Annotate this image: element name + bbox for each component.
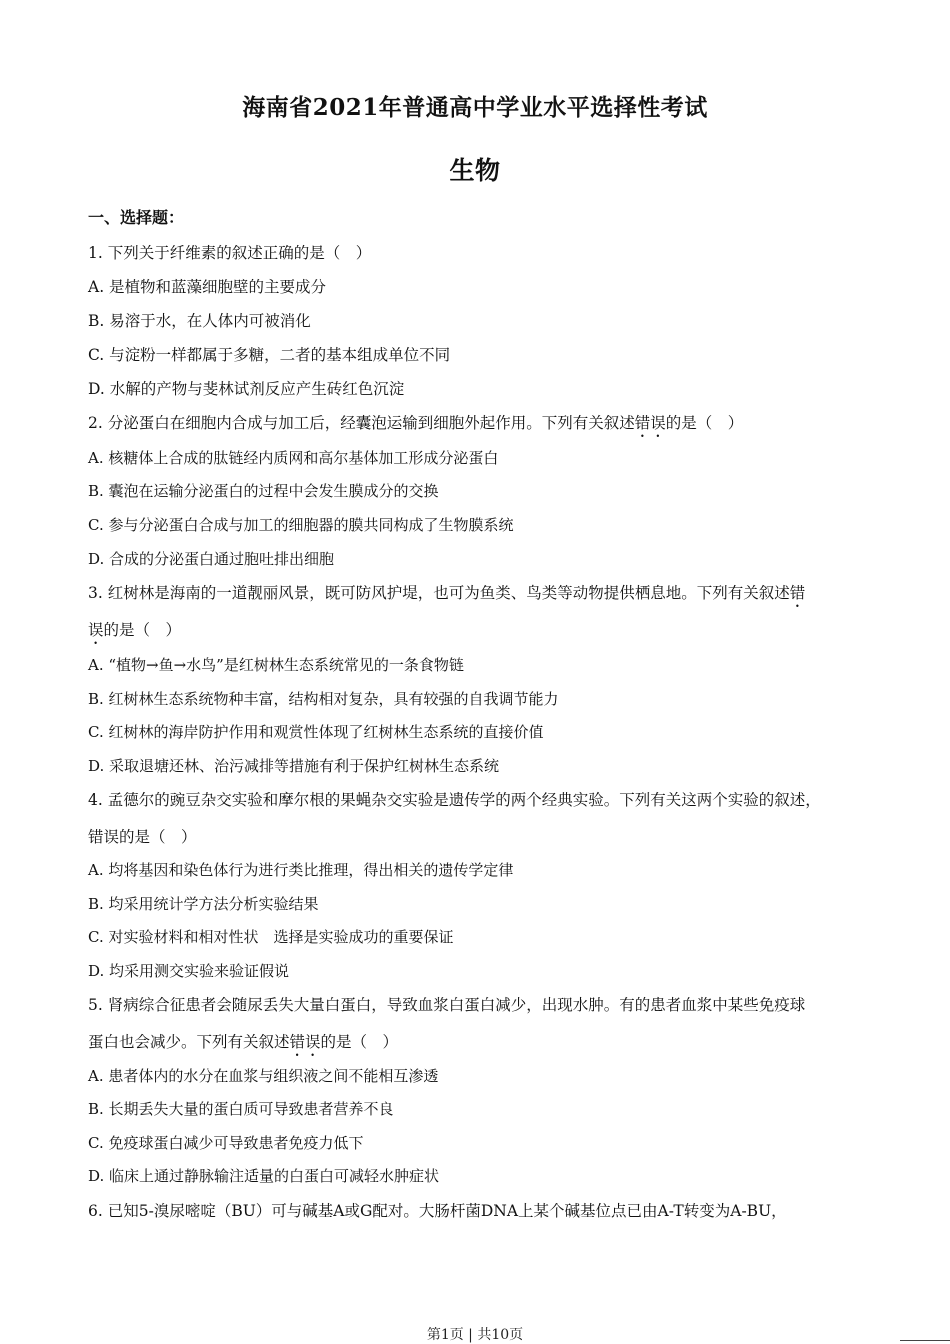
question-1-option-c: C. 与淀粉一样都属于多糖，二者的基本组成单位不同 [88,346,451,364]
page-subtitle: 生物 [449,156,501,185]
question-2-option-a: A. 核糖体上合成的肽链经内质网和高尔基体加工形成分泌蛋白 [88,449,499,467]
question-2-option-d: D. 合成的分泌蛋白通过胞吐排出细胞 [88,550,335,568]
question-5-option-b: B. 长期丢失大量的蛋白质可导致患者营养不良 [88,1100,394,1118]
question-5-option-a: A. 患者体内的水分在血浆与组织液之间不能相互渗透 [88,1067,439,1085]
question-5-option-c: C. 免疫球蛋白减少可导致患者免疫力低下 [88,1134,364,1152]
divider [900,1340,950,1341]
emphasis-mark: 错误 [289,1033,321,1051]
question-3-stem [88,581,878,611]
section-heading: 一、选择题： [88,208,185,227]
emphasis-mark: 误 [88,621,104,639]
question-3-option-d: D. 采取退塘还林、治污减排等措施有利于保护红树林生态系统 [88,757,500,775]
question-5-stem: 5. 肾病综合征患者会随尿丢失大量白蛋白，导致血浆白蛋白减少，出现水肿。有的患者血浆中某些免疫球 [88,996,806,1014]
emphasis-mark: 错误 [634,414,666,432]
page-footer: 第1页 | 共10页 [426,1327,524,1343]
question-3-option-c: C. 红树林的海岸防护作用和观赏性体现了红树林生态系统的直接价值 [88,723,544,741]
question-3-option-b: B. 红树林生态系统物种丰富，结构相对复杂，具有较强的自我调节能力 [88,690,559,708]
question-4-option-a: A. 均将基因和染色体行为进行类比推理，得出相关的遗传学定律 [88,861,514,879]
question-4-option-c: C. 对实验材料和相对性状 选择是实验成功的重要保证 [88,928,454,946]
question-6-stem: 6. 已知5-溴尿嘧啶（BU）可与碱基A或G配对。大肠杆菌DNA上某个碱基位点已由A-T转变为A-BU， [88,1202,787,1220]
page-title: 海南省2021年普通高中学业水平选择性考试 [242,94,708,121]
question-1-option-d: D. 水解的产物与斐林试剂反应产生砖红色沉淀 [88,380,405,398]
question-4-option-b: B. 均采用统计学方法分析实验结果 [88,895,319,913]
question-5-stem-cont [88,1030,878,1060]
question-2-option-b: B. 囊泡在运输分泌蛋白的过程中会发生膜成分的交换 [88,482,439,500]
question-2-stem-text: 2. 分泌蛋白在细胞内合成与加工后，经囊泡运输到细胞外起作用。下列有关叙述 [88,414,635,432]
emphasis-mark: 错 [789,584,806,602]
question-1-stem: 1. 下列关于纤维素的叙述正确的是（ ） [88,244,372,262]
question-1-option-b: B. 易溶于水，在人体内可被消化 [88,312,311,330]
question-5-stem-end: 的是（ ） [320,1033,399,1051]
question-3-stem-text: 3. 红树林是海南的一道靓丽风景，既可防风护堤，也可为鱼类、鸟类等动物提供栖息地。下列有关叙述 [88,584,790,602]
question-5-stem-text: 蛋白也会减少。下列有关叙述 [88,1033,290,1051]
question-3-stem-cont [88,618,878,648]
question-2-option-c: C. 参与分泌蛋白合成与加工的细胞器的膜共同构成了生物膜系统 [88,516,514,534]
question-5-option-d: D. 临床上通过静脉输注适量的白蛋白可减轻水肿症状 [88,1167,440,1185]
question-3-stem-end: 的是（ ） [103,621,182,639]
question-3-option-a: A. “植物→鱼→水鸟”是红树林生态系统常见的一条食物链 [88,656,464,674]
question-4-option-d: D. 均采用测交实验来验证假说 [88,962,290,980]
question-2-stem [88,411,878,441]
question-4-stem-cont: 错误的是（ ） [88,828,197,846]
question-2-stem-end: 的是（ ） [665,414,744,432]
question-4-stem: 4. 孟德尔的豌豆杂交实验和摩尔根的果蝇杂交实验是遗传学的两个经典实验。下列有关这两个实验的叙述， [88,791,821,809]
question-1-option-a: A. 是植物和蓝藻细胞壁的主要成分 [88,278,327,296]
